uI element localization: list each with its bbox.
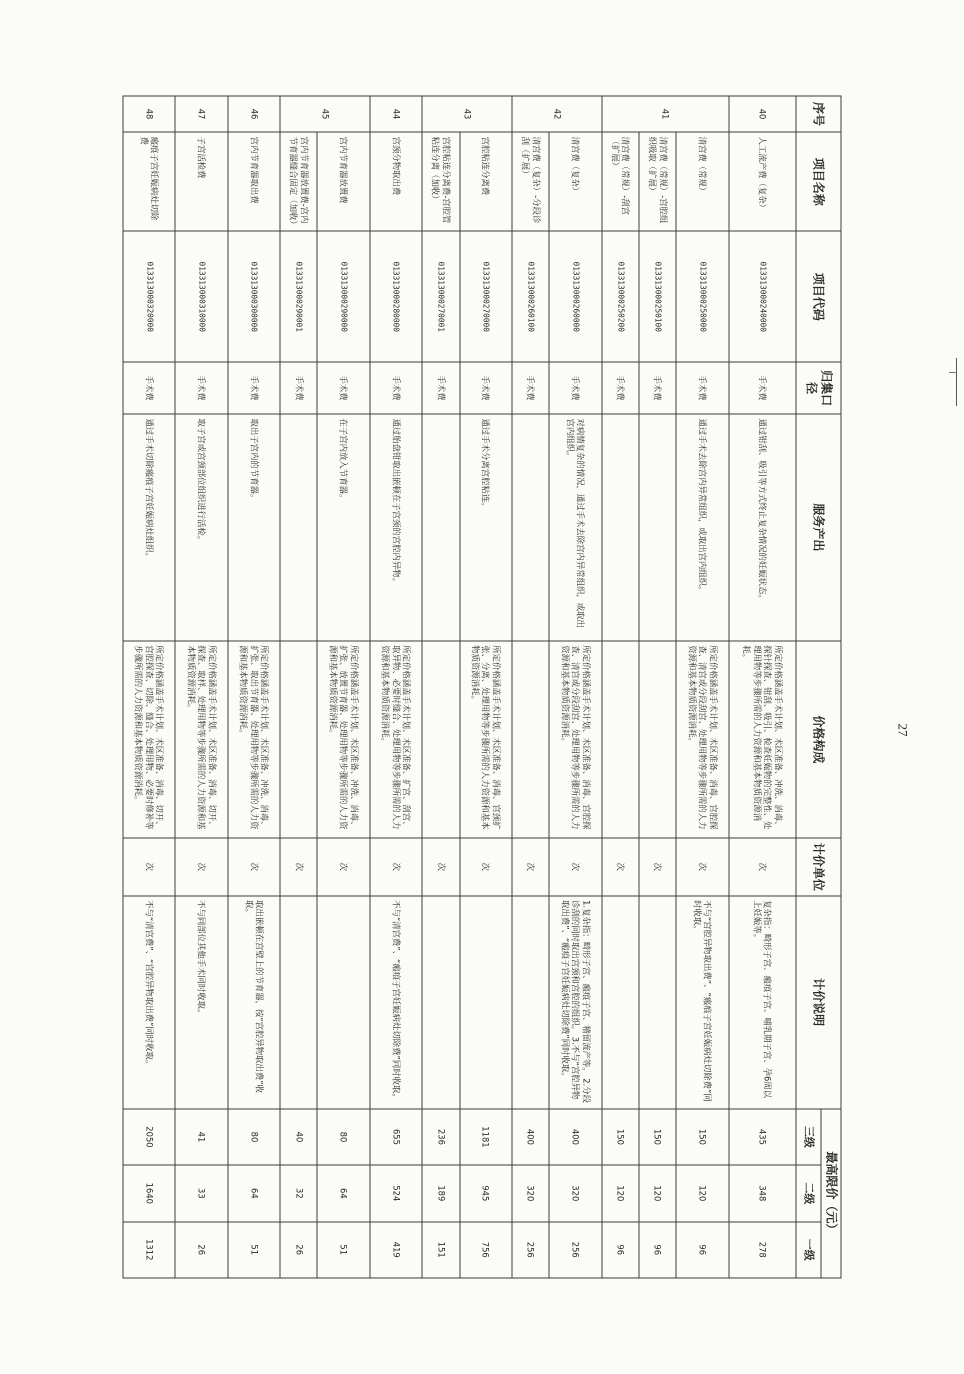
output-cell xyxy=(422,414,459,641)
table-row xyxy=(549,96,601,1278)
price-level3-cell: 2050 xyxy=(123,1109,175,1165)
table-row xyxy=(228,96,280,1278)
header-level2: 二级 xyxy=(796,1165,821,1221)
price-level3-cell: 40 xyxy=(280,1109,317,1165)
composition-cell: 所定价格涵盖手术计划、术区准备、消毒、宫腔探查、清宫或分段刮宫、处理用物等步骤所需的人力资源和基本物质资源消耗。 xyxy=(549,641,601,838)
unit-cell: 次 xyxy=(549,838,601,896)
price-level1-cell: 256 xyxy=(512,1222,549,1278)
price-level2-cell: 32 xyxy=(280,1165,317,1221)
note-cell xyxy=(512,896,549,1109)
name-cell: 瘢痕子宫妊娠病灶切除费 xyxy=(123,132,175,231)
price-level2-cell: 1640 xyxy=(123,1165,175,1221)
table-row xyxy=(512,96,549,1278)
note-cell xyxy=(639,896,676,1109)
table-body xyxy=(123,96,796,1278)
price-level1-cell: 26 xyxy=(280,1222,317,1278)
seq-cell: 48 xyxy=(123,96,175,132)
header-name: 项目名称 xyxy=(796,132,841,231)
category-cell: 手术费 xyxy=(123,362,175,414)
output-cell xyxy=(602,414,639,641)
composition-cell: 所定价格涵盖手术计划、术区准备、冲洗、消毒、探针探查、钳刮、吸引、检查妊娠物的完整性、处理用物等步骤所需的人力资源和基本物质资源消耗。 xyxy=(729,641,796,838)
unit-cell: 次 xyxy=(729,838,796,896)
unit-cell: 次 xyxy=(318,838,370,896)
price-level2-cell: 348 xyxy=(729,1165,796,1221)
output-cell xyxy=(639,414,676,641)
name-cell: 宫内节育器取出费 xyxy=(228,132,280,231)
category-cell: 手术费 xyxy=(370,362,422,414)
price-level3-cell: 80 xyxy=(228,1109,280,1165)
note-cell: 不与同部位其他手术同时收取。 xyxy=(175,896,227,1109)
price-level3-cell: 400 xyxy=(549,1109,601,1165)
composition-cell xyxy=(280,641,317,838)
table-row xyxy=(280,96,317,1278)
price-level2-cell: 64 xyxy=(228,1165,280,1221)
table-row xyxy=(422,96,459,1278)
price-level1-cell: 256 xyxy=(549,1222,601,1278)
header-level1: 一级 xyxy=(796,1222,821,1278)
unit-cell: 次 xyxy=(123,838,175,896)
note-cell: 不与“清宫费”、“瘢痕子宫妊娠病灶切除费”同时收取。 xyxy=(370,896,422,1109)
category-cell: 手术费 xyxy=(549,362,601,414)
category-cell: 手术费 xyxy=(602,362,639,414)
price-level3-cell: 41 xyxy=(175,1109,227,1165)
price-level1-cell: 756 xyxy=(460,1222,512,1278)
note-cell: 1.复杂指：畸形子宫、瘢痕子宫、稽留流产等。 2.分段诊刮的同时取出宫颈和宫腔的组织。 3.不与“宫腔异物取出费”、“瘢痕子宫妊娠病灶切除费”同时收取。 xyxy=(549,896,601,1109)
code-cell: 013313000260000 xyxy=(549,231,601,362)
composition-cell xyxy=(512,641,549,838)
header-category: 归集口径 xyxy=(796,362,841,414)
output-cell: 对病情复杂的情况，通过手术去除宫内异常组织，或取出宫内组织。 xyxy=(549,414,601,641)
code-cell: 013313000270001 xyxy=(422,231,459,362)
price-level3-cell: 400 xyxy=(512,1109,549,1165)
note-cell: 取出嵌顿在宫壁上的节育器，按“宫腔异物取出费”收取。 xyxy=(228,896,280,1109)
code-cell: 013313000290000 xyxy=(318,231,370,362)
price-level1-cell: 1312 xyxy=(123,1222,175,1278)
unit-cell: 次 xyxy=(280,838,317,896)
name-cell: 清宫费（复杂） xyxy=(549,132,601,231)
name-cell: 子宫活检费 xyxy=(175,132,227,231)
name-cell: 清宫费（常规） xyxy=(676,132,728,231)
composition-cell: 所定价格涵盖手术计划、术区准备、冲洗、消毒、扩张、取出节育器、处理用物等步骤所需的人力资源和基本物质资源消耗。 xyxy=(228,641,280,838)
output-cell: 通过手术分离宫腔粘连。 xyxy=(460,414,512,641)
composition-cell: 所定价格涵盖手术计划、术区准备、消毒、切开、探查、取样、处理用物等步骤所需的人力资源和基本物质资源消耗。 xyxy=(175,641,227,838)
table-row xyxy=(602,96,639,1278)
price-level3-cell: 150 xyxy=(602,1109,639,1165)
price-level2-cell: 945 xyxy=(460,1165,512,1221)
price-level2-cell: 320 xyxy=(549,1165,601,1221)
table-row xyxy=(370,96,422,1278)
category-cell: 手术费 xyxy=(318,362,370,414)
note-cell: 不与“宫腔异物取出费”、“瘢痕子宫妊娠病灶切除费”同时收取。 xyxy=(676,896,728,1109)
seq-cell: 47 xyxy=(175,96,227,132)
output-cell: 通过手术去除宫内异常组织，或取出宫内组织。 xyxy=(676,414,728,641)
note-cell: 复杂指：畸形子宫、瘢痕子宫、哺乳期子宫、孕6周以上妊娠等。 xyxy=(729,896,796,1109)
table-row xyxy=(729,96,796,1278)
composition-cell: 所定价格涵盖手术计划、术区准备、消毒、切开、宫腔探查、切除、缝合、处理用物、必要时修补等步骤所需的人力资源和基本物质资源消耗。 xyxy=(123,641,175,838)
header-composition: 价格构成 xyxy=(796,641,841,838)
output-cell: 通过手术切除瘢痕子宫妊娠病灶组织。 xyxy=(123,414,175,641)
price-level1-cell: 419 xyxy=(370,1222,422,1278)
note-cell xyxy=(318,896,370,1109)
unit-cell: 次 xyxy=(228,838,280,896)
unit-cell: 次 xyxy=(370,838,422,896)
output-cell xyxy=(512,414,549,641)
seq-cell: 42 xyxy=(512,96,602,132)
code-cell: 013313000240000 xyxy=(729,231,796,362)
category-cell: 手术费 xyxy=(460,362,512,414)
table-row xyxy=(123,96,175,1278)
note-cell xyxy=(602,896,639,1109)
pricing-table xyxy=(123,96,842,1279)
price-level3-cell: 655 xyxy=(370,1109,422,1165)
unit-cell: 次 xyxy=(422,838,459,896)
category-cell: 手术费 xyxy=(729,362,796,414)
code-cell: 013313000250000 xyxy=(676,231,728,362)
name-cell: 清宫费（常规）-宫腔组织吸取（扩展） xyxy=(639,132,676,231)
category-cell: 手术费 xyxy=(280,362,317,414)
price-level2-cell: 120 xyxy=(676,1165,728,1221)
table-row xyxy=(639,96,676,1278)
note-cell xyxy=(460,896,512,1109)
price-level3-cell: 435 xyxy=(729,1109,796,1165)
name-cell: 宫内节育器放置费-宫内节育器缝合固定（加收） xyxy=(280,132,317,231)
composition-cell xyxy=(602,641,639,838)
price-level1-cell: 51 xyxy=(228,1222,280,1278)
composition-cell: 所定价格涵盖手术计划、术区准备、消毒、宫颈扩张、分离、处理用物等步骤所需的人力资源和基本物质资源消耗。 xyxy=(460,641,512,838)
category-cell: 手术费 xyxy=(639,362,676,414)
price-level1-cell: 96 xyxy=(639,1222,676,1278)
code-cell: 013313000250200 xyxy=(602,231,639,362)
name-cell: 宫腔粘连分离费-宫腔管粘连分离（加收） xyxy=(422,132,459,231)
code-cell: 013313000250100 xyxy=(639,231,676,362)
note-cell: 不与“清宫费”、“宫腔异物取出费”同时收取。 xyxy=(123,896,175,1109)
price-level1-cell: 278 xyxy=(729,1222,796,1278)
unit-cell: 次 xyxy=(175,838,227,896)
composition-cell: 所定价格涵盖手术计划、术区准备、扩宫、刮宫、取异物、必要时缝合、处理用物等步骤所需的人力资源和基本物质资源消耗。 xyxy=(370,641,422,838)
code-cell: 013313000300000 xyxy=(228,231,280,362)
scan-edge-tick xyxy=(949,372,957,373)
header-output: 服务产出 xyxy=(796,414,841,641)
seq-cell: 44 xyxy=(370,96,422,132)
category-cell: 手术费 xyxy=(175,362,227,414)
name-cell: 人工流产费（复杂） xyxy=(729,132,796,231)
code-cell: 013313000320000 xyxy=(123,231,175,362)
category-cell: 手术费 xyxy=(512,362,549,414)
header-code: 项目代码 xyxy=(796,231,841,362)
composition-cell xyxy=(639,641,676,838)
price-level2-cell: 64 xyxy=(318,1165,370,1221)
category-cell: 手术费 xyxy=(422,362,459,414)
price-level2-cell: 33 xyxy=(175,1165,227,1221)
code-cell: 013313000280000 xyxy=(370,231,422,362)
seq-cell: 45 xyxy=(280,96,370,132)
header-seq: 序号 xyxy=(796,96,841,132)
table-row xyxy=(175,96,227,1278)
unit-cell: 次 xyxy=(639,838,676,896)
price-level3-cell: 1181 xyxy=(460,1109,512,1165)
output-cell: 通过钳刮、吸引等方式终止复杂情况的妊娠状态。 xyxy=(729,414,796,641)
name-cell: 宫内节育器放置费 xyxy=(318,132,370,231)
unit-cell: 次 xyxy=(602,838,639,896)
page-number: 27 xyxy=(895,723,911,737)
header-unit: 计价单位 xyxy=(796,838,841,896)
price-level1-cell: 26 xyxy=(175,1222,227,1278)
table-row xyxy=(460,96,512,1278)
composition-cell: 所定价格涵盖手术计划、术区准备、消毒、宫腔探查、清宫或分段刮宫、处理用物等步骤所需的人力资源和基本物质资源消耗。 xyxy=(676,641,728,838)
seq-cell: 41 xyxy=(602,96,729,132)
scan-edge-mark xyxy=(956,358,957,406)
table-row xyxy=(676,96,728,1278)
seq-cell: 43 xyxy=(422,96,512,132)
price-level2-cell: 320 xyxy=(512,1165,549,1221)
code-cell: 013313000290001 xyxy=(280,231,317,362)
header-price-group: 最高限价（元） xyxy=(821,1109,841,1278)
price-level3-cell: 80 xyxy=(318,1109,370,1165)
price-level3-cell: 150 xyxy=(639,1109,676,1165)
output-cell: 通过胎盘钳取出嵌顿在子宫颈的宫腔内异物。 xyxy=(370,414,422,641)
composition-cell: 所定价格涵盖手术计划、术区准备、冲洗、消毒、扩张、放置节育器、处理用物等步骤所需的人力资源和基本物质资源消耗。 xyxy=(318,641,370,838)
name-cell: 清宫费（复杂）-分段诊刮（扩展） xyxy=(512,132,549,231)
unit-cell: 次 xyxy=(460,838,512,896)
header-level3: 三级 xyxy=(796,1109,821,1165)
code-cell: 013313000270000 xyxy=(460,231,512,362)
header-note: 计价说明 xyxy=(796,896,841,1109)
output-cell: 取子宫或宫颈部位组织进行活检。 xyxy=(175,414,227,641)
table-row xyxy=(318,96,370,1278)
output-cell xyxy=(280,414,317,641)
note-cell xyxy=(280,896,317,1109)
price-level2-cell: 120 xyxy=(602,1165,639,1221)
price-level3-cell: 236 xyxy=(422,1109,459,1165)
price-level3-cell: 150 xyxy=(676,1109,728,1165)
output-cell: 取出子宫内的节育器。 xyxy=(228,414,280,641)
price-level1-cell: 96 xyxy=(602,1222,639,1278)
rotated-page-content xyxy=(123,96,842,1279)
unit-cell: 次 xyxy=(676,838,728,896)
price-level2-cell: 189 xyxy=(422,1165,459,1221)
price-level1-cell: 51 xyxy=(318,1222,370,1278)
code-cell: 013313000260100 xyxy=(512,231,549,362)
name-cell: 清宫费（常规）-刮宫（扩展） xyxy=(602,132,639,231)
category-cell: 手术费 xyxy=(228,362,280,414)
note-cell xyxy=(422,896,459,1109)
seq-cell: 46 xyxy=(228,96,280,132)
output-cell: 在子宫内放入节育器。 xyxy=(318,414,370,641)
unit-cell: 次 xyxy=(512,838,549,896)
price-level2-cell: 120 xyxy=(639,1165,676,1221)
code-cell: 013313000310000 xyxy=(175,231,227,362)
name-cell: 宫腔粘连分离费 xyxy=(460,132,512,231)
price-level1-cell: 151 xyxy=(422,1222,459,1278)
seq-cell: 40 xyxy=(729,96,796,132)
category-cell: 手术费 xyxy=(676,362,728,414)
price-level1-cell: 96 xyxy=(676,1222,728,1278)
price-level2-cell: 524 xyxy=(370,1165,422,1221)
name-cell: 宫颈分物取出费 xyxy=(370,132,422,231)
composition-cell xyxy=(422,641,459,838)
